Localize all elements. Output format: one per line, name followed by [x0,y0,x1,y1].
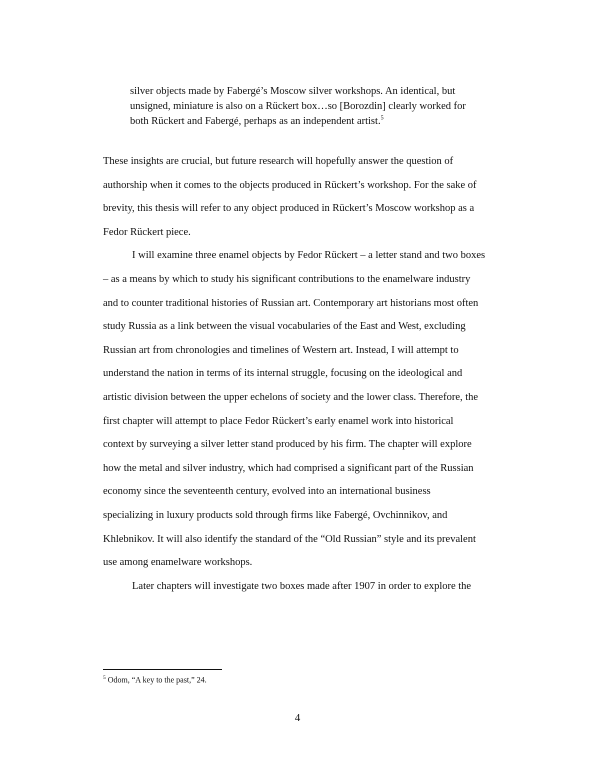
body-line: context by surveying a silver letter stand produced by his firm. The chapter will explore [103,439,472,451]
body-line: I will examine three enamel objects by Fedor Rückert – a letter stand and two boxes [132,250,486,262]
body-line: artistic division between the upper echelons of society and the lower class. Therefore, the [103,391,479,403]
footnote [103,672,207,687]
body-line: how the metal and silver industry, which had comprised a significant part of the Russian [103,462,474,474]
body-line: authorship when it comes to the objects produced in Rückert’s workshop. For the sake of [103,179,477,191]
block-quote-line-text: both Rückert and Fabergé, perhaps as an independent artist. [130,116,381,127]
body-line: – as a means by which to study his significant contributions to the enamelware industry [103,273,471,285]
footnote-divider [103,669,222,670]
block-quote-line: silver objects made by Fabergé’s Moscow silver workshops. An identical, but [130,86,456,97]
footnote-number: 5 [103,675,106,681]
body-line: brevity, this thesis will refer to any object produced in Rückert’s Moscow workshop as a [103,203,475,215]
body-line: These insights are crucial, but future research will hopefully answer the question of [103,156,454,167]
body-line: Fedor Rückert piece. [103,226,191,238]
body-line: first chapter will attempt to place Fedor Rückert’s early enamel work into historical [103,415,454,427]
body-line: specializing in luxury products sold through firms like Fabergé, Ovchinnikov, and [103,509,448,521]
body-line: Later chapters will investigate two boxes made after 1907 in order to explore the [132,580,472,592]
body-line: use among enamelware workshops. [103,557,253,569]
block-quote [130,84,475,129]
footnote-text: Odom, “A key to the past,” 24. [107,675,207,685]
block-quote-line [130,114,475,129]
body-line: study Russia as a link between the visual vocabularies of the East and West, excluding [103,321,466,333]
block-quote-line: unsigned, miniature is also on a Rückert box…so [Borozdin] clearly worked for [130,101,466,112]
body-text [103,150,495,598]
body-line: Russian art from chronologies and timelines of Western art. Instead, I will attempt to [103,344,459,356]
body-line: economy since the seventeenth century, evolved into an international business [103,486,431,498]
footnote-reference: 5 [380,115,384,122]
body-line: and to counter traditional histories of Russian art. Contemporary art historians most often [103,297,479,309]
body-line: understand the nation in terms of its internal struggle, focusing on the ideological and [103,368,463,380]
page-number: 4 [294,712,301,724]
body-line: Khlebnikov. It will also identify the standard of the “Old Russian” style and its prevalent [103,533,476,545]
